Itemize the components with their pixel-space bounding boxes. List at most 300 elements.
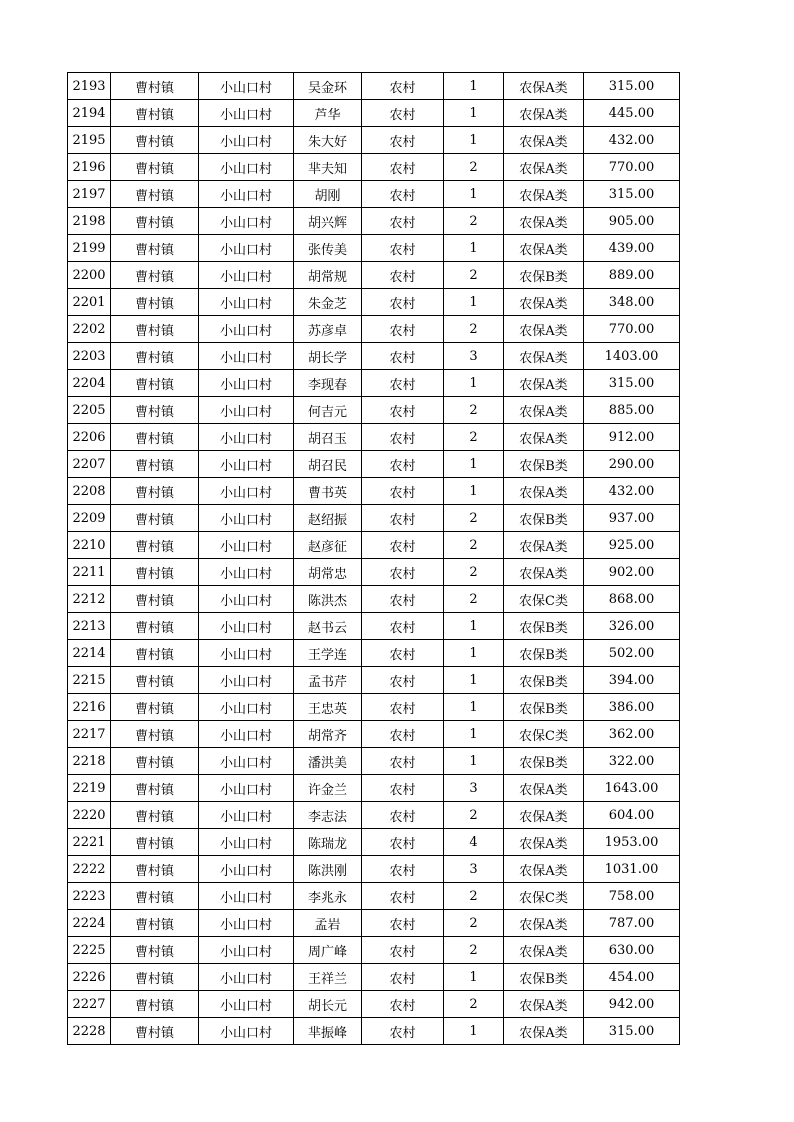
category-cell: 农保A类 <box>504 316 584 343</box>
household-count-cell: 1 <box>444 181 504 208</box>
category-cell: 农保A类 <box>504 991 584 1018</box>
household-count-cell: 2 <box>444 991 504 1018</box>
category-cell: 农保B类 <box>504 667 584 694</box>
amount-cell: 1031.00 <box>584 856 680 883</box>
town-cell: 曹村镇 <box>111 667 199 694</box>
town-cell: 曹村镇 <box>111 505 199 532</box>
town-cell: 曹村镇 <box>111 478 199 505</box>
village-cell: 小山口村 <box>199 1018 294 1045</box>
amount-cell: 770.00 <box>584 316 680 343</box>
name-cell: 李志法 <box>294 802 362 829</box>
amount-cell: 348.00 <box>584 289 680 316</box>
table-row <box>68 748 680 775</box>
household-count-cell: 2 <box>444 154 504 181</box>
row-number-cell: 2225 <box>68 937 111 964</box>
category-cell: 农保C类 <box>504 883 584 910</box>
village-cell: 小山口村 <box>199 316 294 343</box>
town-cell: 曹村镇 <box>111 640 199 667</box>
category-cell: 农保C类 <box>504 586 584 613</box>
table-row <box>68 100 680 127</box>
category-cell: 农保B类 <box>504 748 584 775</box>
name-cell: 胡长元 <box>294 991 362 1018</box>
table-row <box>68 478 680 505</box>
type-cell: 农村 <box>362 640 444 667</box>
row-number-cell: 2218 <box>68 748 111 775</box>
village-cell: 小山口村 <box>199 856 294 883</box>
household-count-cell: 2 <box>444 910 504 937</box>
row-number-cell: 2214 <box>68 640 111 667</box>
category-cell: 农保A类 <box>504 208 584 235</box>
row-number-cell: 2201 <box>68 289 111 316</box>
category-cell: 农保A类 <box>504 397 584 424</box>
row-number-cell: 2221 <box>68 829 111 856</box>
village-cell: 小山口村 <box>199 343 294 370</box>
name-cell: 潘洪美 <box>294 748 362 775</box>
household-count-cell: 2 <box>444 532 504 559</box>
household-count-cell: 1 <box>444 721 504 748</box>
category-cell: 农保A类 <box>504 424 584 451</box>
table-row <box>68 559 680 586</box>
village-cell: 小山口村 <box>199 640 294 667</box>
amount-cell: 315.00 <box>584 181 680 208</box>
category-cell: 农保B类 <box>504 613 584 640</box>
household-count-cell: 1 <box>444 127 504 154</box>
table-row <box>68 856 680 883</box>
row-number-cell: 2212 <box>68 586 111 613</box>
table-row <box>68 910 680 937</box>
household-count-cell: 2 <box>444 316 504 343</box>
category-cell: 农保A类 <box>504 802 584 829</box>
household-count-cell: 3 <box>444 856 504 883</box>
town-cell: 曹村镇 <box>111 370 199 397</box>
type-cell: 农村 <box>362 181 444 208</box>
village-cell: 小山口村 <box>199 397 294 424</box>
row-number-cell: 2204 <box>68 370 111 397</box>
row-number-cell: 2215 <box>68 667 111 694</box>
row-number-cell: 2222 <box>68 856 111 883</box>
village-cell: 小山口村 <box>199 694 294 721</box>
row-number-cell: 2203 <box>68 343 111 370</box>
amount-cell: 454.00 <box>584 964 680 991</box>
table-row <box>68 802 680 829</box>
row-number-cell: 2223 <box>68 883 111 910</box>
village-cell: 小山口村 <box>199 235 294 262</box>
name-cell: 许金兰 <box>294 775 362 802</box>
amount-cell: 925.00 <box>584 532 680 559</box>
type-cell: 农村 <box>362 397 444 424</box>
name-cell: 吴金环 <box>294 73 362 100</box>
row-number-cell: 2209 <box>68 505 111 532</box>
village-cell: 小山口村 <box>199 181 294 208</box>
row-number-cell: 2211 <box>68 559 111 586</box>
town-cell: 曹村镇 <box>111 829 199 856</box>
category-cell: 农保A类 <box>504 370 584 397</box>
category-cell: 农保A类 <box>504 235 584 262</box>
row-number-cell: 2216 <box>68 694 111 721</box>
household-count-cell: 2 <box>444 397 504 424</box>
row-number-cell: 2228 <box>68 1018 111 1045</box>
row-number-cell: 2213 <box>68 613 111 640</box>
table-row <box>68 883 680 910</box>
row-number-cell: 2227 <box>68 991 111 1018</box>
amount-cell: 604.00 <box>584 802 680 829</box>
town-cell: 曹村镇 <box>111 397 199 424</box>
table-row <box>68 397 680 424</box>
village-cell: 小山口村 <box>199 424 294 451</box>
type-cell: 农村 <box>362 289 444 316</box>
town-cell: 曹村镇 <box>111 316 199 343</box>
type-cell: 农村 <box>362 316 444 343</box>
town-cell: 曹村镇 <box>111 181 199 208</box>
town-cell: 曹村镇 <box>111 154 199 181</box>
household-count-cell: 2 <box>444 262 504 289</box>
household-count-cell: 2 <box>444 505 504 532</box>
table-row <box>68 316 680 343</box>
household-count-cell: 1 <box>444 964 504 991</box>
table-row <box>68 370 680 397</box>
table-row <box>68 667 680 694</box>
row-number-cell: 2206 <box>68 424 111 451</box>
table-row <box>68 829 680 856</box>
row-number-cell: 2220 <box>68 802 111 829</box>
town-cell: 曹村镇 <box>111 883 199 910</box>
town-cell: 曹村镇 <box>111 208 199 235</box>
category-cell: 农保A类 <box>504 73 584 100</box>
category-cell: 农保B类 <box>504 505 584 532</box>
town-cell: 曹村镇 <box>111 721 199 748</box>
row-number-cell: 2199 <box>68 235 111 262</box>
type-cell: 农村 <box>362 775 444 802</box>
type-cell: 农村 <box>362 991 444 1018</box>
household-count-cell: 1 <box>444 100 504 127</box>
village-cell: 小山口村 <box>199 100 294 127</box>
table-row <box>68 127 680 154</box>
household-count-cell: 2 <box>444 883 504 910</box>
household-count-cell: 2 <box>444 559 504 586</box>
type-cell: 农村 <box>362 532 444 559</box>
type-cell: 农村 <box>362 424 444 451</box>
row-number-cell: 2219 <box>68 775 111 802</box>
town-cell: 曹村镇 <box>111 262 199 289</box>
village-cell: 小山口村 <box>199 937 294 964</box>
household-count-cell: 1 <box>444 667 504 694</box>
name-cell: 孟岩 <box>294 910 362 937</box>
type-cell: 农村 <box>362 748 444 775</box>
name-cell: 赵书云 <box>294 613 362 640</box>
name-cell: 胡召民 <box>294 451 362 478</box>
table-row <box>68 613 680 640</box>
name-cell: 王忠英 <box>294 694 362 721</box>
type-cell: 农村 <box>362 208 444 235</box>
village-cell: 小山口村 <box>199 991 294 1018</box>
type-cell: 农村 <box>362 127 444 154</box>
table-row <box>68 262 680 289</box>
name-cell: 王祥兰 <box>294 964 362 991</box>
row-number-cell: 2195 <box>68 127 111 154</box>
row-number-cell: 2198 <box>68 208 111 235</box>
table-row <box>68 721 680 748</box>
row-number-cell: 2196 <box>68 154 111 181</box>
town-cell: 曹村镇 <box>111 694 199 721</box>
table-row <box>68 154 680 181</box>
amount-cell: 432.00 <box>584 478 680 505</box>
town-cell: 曹村镇 <box>111 343 199 370</box>
category-cell: 农保B类 <box>504 964 584 991</box>
amount-cell: 322.00 <box>584 748 680 775</box>
type-cell: 农村 <box>362 343 444 370</box>
village-cell: 小山口村 <box>199 910 294 937</box>
town-cell: 曹村镇 <box>111 424 199 451</box>
village-cell: 小山口村 <box>199 208 294 235</box>
row-number-cell: 2202 <box>68 316 111 343</box>
name-cell: 芈振峰 <box>294 1018 362 1045</box>
row-number-cell: 2207 <box>68 451 111 478</box>
row-number-cell: 2210 <box>68 532 111 559</box>
category-cell: 农保A类 <box>504 910 584 937</box>
category-cell: 农保B类 <box>504 640 584 667</box>
household-count-cell: 1 <box>444 640 504 667</box>
household-count-cell: 2 <box>444 586 504 613</box>
amount-cell: 315.00 <box>584 370 680 397</box>
town-cell: 曹村镇 <box>111 856 199 883</box>
name-cell: 何吉元 <box>294 397 362 424</box>
name-cell: 胡刚 <box>294 181 362 208</box>
amount-cell: 439.00 <box>584 235 680 262</box>
household-count-cell: 3 <box>444 343 504 370</box>
name-cell: 胡常规 <box>294 262 362 289</box>
name-cell: 朱金芝 <box>294 289 362 316</box>
row-number-cell: 2208 <box>68 478 111 505</box>
category-cell: 农保C类 <box>504 721 584 748</box>
name-cell: 赵彦征 <box>294 532 362 559</box>
village-cell: 小山口村 <box>199 667 294 694</box>
row-number-cell: 2193 <box>68 73 111 100</box>
type-cell: 农村 <box>362 451 444 478</box>
village-cell: 小山口村 <box>199 748 294 775</box>
village-cell: 小山口村 <box>199 775 294 802</box>
table-row <box>68 235 680 262</box>
household-count-cell: 1 <box>444 478 504 505</box>
town-cell: 曹村镇 <box>111 73 199 100</box>
household-count-cell: 1 <box>444 748 504 775</box>
village-cell: 小山口村 <box>199 613 294 640</box>
name-cell: 周广峰 <box>294 937 362 964</box>
amount-cell: 315.00 <box>584 73 680 100</box>
type-cell: 农村 <box>362 370 444 397</box>
type-cell: 农村 <box>362 910 444 937</box>
name-cell: 胡常齐 <box>294 721 362 748</box>
village-cell: 小山口村 <box>199 370 294 397</box>
village-cell: 小山口村 <box>199 829 294 856</box>
type-cell: 农村 <box>362 937 444 964</box>
type-cell: 农村 <box>362 559 444 586</box>
household-count-cell: 2 <box>444 802 504 829</box>
village-cell: 小山口村 <box>199 289 294 316</box>
table-row <box>68 1018 680 1045</box>
name-cell: 胡长学 <box>294 343 362 370</box>
village-cell: 小山口村 <box>199 559 294 586</box>
type-cell: 农村 <box>362 478 444 505</box>
amount-cell: 445.00 <box>584 100 680 127</box>
table-row <box>68 289 680 316</box>
name-cell: 李兆永 <box>294 883 362 910</box>
town-cell: 曹村镇 <box>111 964 199 991</box>
amount-cell: 290.00 <box>584 451 680 478</box>
town-cell: 曹村镇 <box>111 775 199 802</box>
amount-cell: 942.00 <box>584 991 680 1018</box>
table-row <box>68 694 680 721</box>
category-cell: 农保B类 <box>504 694 584 721</box>
type-cell: 农村 <box>362 262 444 289</box>
household-count-cell: 1 <box>444 73 504 100</box>
town-cell: 曹村镇 <box>111 748 199 775</box>
name-cell: 陈洪刚 <box>294 856 362 883</box>
village-cell: 小山口村 <box>199 721 294 748</box>
category-cell: 农保A类 <box>504 127 584 154</box>
roster-table <box>67 72 680 1045</box>
village-cell: 小山口村 <box>199 964 294 991</box>
household-count-cell: 3 <box>444 775 504 802</box>
row-number-cell: 2197 <box>68 181 111 208</box>
name-cell: 胡召玉 <box>294 424 362 451</box>
category-cell: 农保A类 <box>504 289 584 316</box>
name-cell: 李现春 <box>294 370 362 397</box>
village-cell: 小山口村 <box>199 451 294 478</box>
amount-cell: 1403.00 <box>584 343 680 370</box>
category-cell: 农保A类 <box>504 937 584 964</box>
name-cell: 王学连 <box>294 640 362 667</box>
town-cell: 曹村镇 <box>111 586 199 613</box>
amount-cell: 386.00 <box>584 694 680 721</box>
type-cell: 农村 <box>362 883 444 910</box>
amount-cell: 885.00 <box>584 397 680 424</box>
category-cell: 农保A类 <box>504 775 584 802</box>
document-sheet <box>67 72 679 1045</box>
table-row <box>68 964 680 991</box>
type-cell: 农村 <box>362 505 444 532</box>
amount-cell: 868.00 <box>584 586 680 613</box>
amount-cell: 902.00 <box>584 559 680 586</box>
category-cell: 农保B类 <box>504 451 584 478</box>
household-count-cell: 4 <box>444 829 504 856</box>
household-count-cell: 1 <box>444 370 504 397</box>
name-cell: 赵绍振 <box>294 505 362 532</box>
table-row <box>68 505 680 532</box>
type-cell: 农村 <box>362 802 444 829</box>
category-cell: 农保A类 <box>504 1018 584 1045</box>
household-count-cell: 1 <box>444 1018 504 1045</box>
town-cell: 曹村镇 <box>111 532 199 559</box>
type-cell: 农村 <box>362 586 444 613</box>
amount-cell: 362.00 <box>584 721 680 748</box>
table-row <box>68 532 680 559</box>
village-cell: 小山口村 <box>199 154 294 181</box>
table-row <box>68 343 680 370</box>
village-cell: 小山口村 <box>199 505 294 532</box>
village-cell: 小山口村 <box>199 262 294 289</box>
amount-cell: 912.00 <box>584 424 680 451</box>
name-cell: 曹书英 <box>294 478 362 505</box>
village-cell: 小山口村 <box>199 532 294 559</box>
town-cell: 曹村镇 <box>111 991 199 1018</box>
table-row <box>68 208 680 235</box>
amount-cell: 758.00 <box>584 883 680 910</box>
village-cell: 小山口村 <box>199 127 294 154</box>
type-cell: 农村 <box>362 235 444 262</box>
village-cell: 小山口村 <box>199 883 294 910</box>
amount-cell: 326.00 <box>584 613 680 640</box>
household-count-cell: 2 <box>444 937 504 964</box>
amount-cell: 432.00 <box>584 127 680 154</box>
name-cell: 苏彦卓 <box>294 316 362 343</box>
name-cell: 孟书芹 <box>294 667 362 694</box>
table-row <box>68 937 680 964</box>
village-cell: 小山口村 <box>199 586 294 613</box>
town-cell: 曹村镇 <box>111 1018 199 1045</box>
category-cell: 农保A类 <box>504 532 584 559</box>
table-row <box>68 775 680 802</box>
name-cell: 朱大好 <box>294 127 362 154</box>
town-cell: 曹村镇 <box>111 559 199 586</box>
table-row <box>68 991 680 1018</box>
amount-cell: 315.00 <box>584 1018 680 1045</box>
table-row <box>68 73 680 100</box>
household-count-cell: 2 <box>444 424 504 451</box>
table-body <box>68 73 680 1045</box>
type-cell: 农村 <box>362 721 444 748</box>
town-cell: 曹村镇 <box>111 235 199 262</box>
row-number-cell: 2194 <box>68 100 111 127</box>
town-cell: 曹村镇 <box>111 451 199 478</box>
category-cell: 农保B类 <box>504 262 584 289</box>
town-cell: 曹村镇 <box>111 910 199 937</box>
household-count-cell: 1 <box>444 613 504 640</box>
amount-cell: 394.00 <box>584 667 680 694</box>
amount-cell: 770.00 <box>584 154 680 181</box>
amount-cell: 502.00 <box>584 640 680 667</box>
category-cell: 农保A类 <box>504 478 584 505</box>
household-count-cell: 1 <box>444 289 504 316</box>
name-cell: 芦华 <box>294 100 362 127</box>
type-cell: 农村 <box>362 694 444 721</box>
household-count-cell: 1 <box>444 235 504 262</box>
type-cell: 农村 <box>362 154 444 181</box>
type-cell: 农村 <box>362 73 444 100</box>
amount-cell: 937.00 <box>584 505 680 532</box>
town-cell: 曹村镇 <box>111 802 199 829</box>
row-number-cell: 2205 <box>68 397 111 424</box>
name-cell: 陈洪杰 <box>294 586 362 613</box>
name-cell: 胡常忠 <box>294 559 362 586</box>
household-count-cell: 1 <box>444 451 504 478</box>
type-cell: 农村 <box>362 1018 444 1045</box>
amount-cell: 630.00 <box>584 937 680 964</box>
town-cell: 曹村镇 <box>111 613 199 640</box>
category-cell: 农保A类 <box>504 100 584 127</box>
amount-cell: 787.00 <box>584 910 680 937</box>
row-number-cell: 2217 <box>68 721 111 748</box>
category-cell: 农保A类 <box>504 829 584 856</box>
name-cell: 张传美 <box>294 235 362 262</box>
type-cell: 农村 <box>362 667 444 694</box>
amount-cell: 1643.00 <box>584 775 680 802</box>
table-row <box>68 424 680 451</box>
table-row <box>68 640 680 667</box>
table-row <box>68 181 680 208</box>
village-cell: 小山口村 <box>199 73 294 100</box>
village-cell: 小山口村 <box>199 478 294 505</box>
table-row <box>68 451 680 478</box>
